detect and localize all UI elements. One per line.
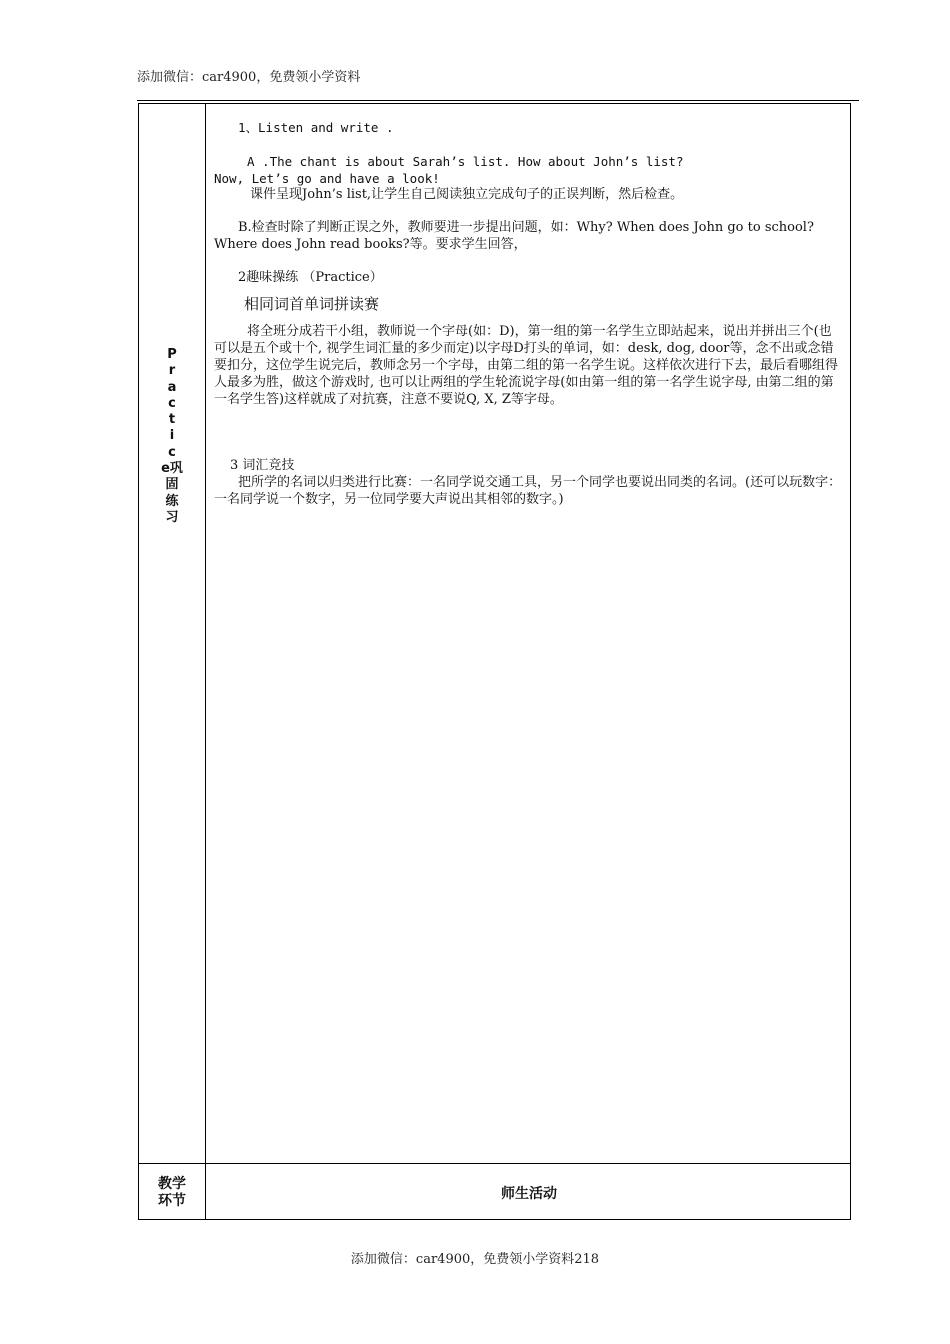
step-3-heading: 3 词汇竞技 — [230, 458, 295, 474]
step-3-description: 把所学的名词以归类进行比赛：一名同学说交通工具，另一个同学也要说出同类的名词。(还可以玩数字：一名同学说一个数字，另一位同学要大声说出其相邻的数字。) — [214, 475, 842, 507]
side-label-char: t — [168, 412, 176, 428]
column-divider — [205, 104, 206, 1219]
step-1-heading: 1、Listen and write . — [238, 120, 394, 135]
step-1a-text: A .The chant is about Sarah’s list. How about John’s list? — [247, 153, 684, 169]
side-label-char: a — [167, 379, 177, 395]
header-rule — [137, 100, 859, 101]
stage-column-header: 教学环节 — [158, 1175, 186, 1209]
side-label-char: c — [168, 395, 176, 411]
section-label-practice — [139, 347, 205, 526]
side-label-char: i — [169, 428, 175, 444]
practice-content — [214, 120, 844, 509]
game-title: 相同词首单词拼读赛 — [244, 294, 380, 313]
step-1a-prompt: Now, Let’s go and have a look! — [214, 170, 440, 186]
step-1a-instruction: 课件呈现John’s list,让学生自己阅读独立完成句子的正误判断，然后检查。 — [250, 187, 684, 203]
activity-column-header: 师生活动 — [501, 1185, 557, 1202]
page-footer-text: 添加微信：car4900，免费领小学资料218 — [350, 1252, 600, 1267]
step-1b-text: B.检查时除了判断正误之外，教师要进一步提出问题，如：Why? When does John go to school? Where does John read books?等。要求学生回答， — [214, 220, 814, 252]
side-label-char: r — [168, 363, 176, 379]
page-header-text: 添加微信：car4900，免费领小学资料 — [137, 70, 361, 85]
side-label-char: P — [167, 347, 177, 362]
side-label-char: 练 — [165, 493, 179, 509]
game-description: 将全班分成若干小组，教师说一个字母(如：D)，第一组的第一名学生立即站起来，说出并拼出三个(也可以是五个或十个, 视学生词汇量的多少而定)以字母D打头的单词，如：desk, dog, door等，念不出或念错要扣分，这位学生说完后，教师念另一个字母，由第二组的第一名学生说。这样依次进行下去，最后看哪组得人最多为胜，做这个游戏时, 也可以让两组的学生轮流说字母(如由第一组的第一名学生说字母, 由第二组的第一名学生答)这样就成了对抗赛，注意不要说Q, X, Z等字母。 — [214, 324, 839, 407]
side-label-char: e巩 — [161, 461, 183, 477]
side-label-char: 固 — [165, 477, 179, 493]
side-label-char: 习 — [165, 509, 179, 525]
step-2-heading: 2趣味操练 （Practice） — [238, 269, 383, 285]
lesson-table — [138, 103, 851, 1220]
side-label-char: c — [168, 444, 176, 460]
